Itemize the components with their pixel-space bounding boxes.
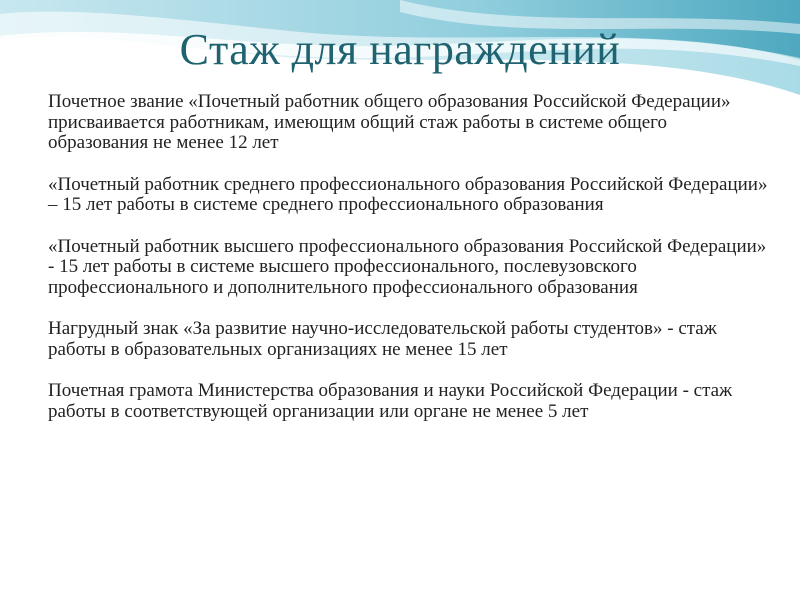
paragraph-higher-professional-education: «Почетный работник высшего профессионального образования Российской Федерации» - 15 лет работы в системе высшего профессионального, послевузовского профессионального и дополнительного профессионального образования [48, 235, 767, 298]
paragraph-student-research-badge: Нагрудный знак «За развитие научно-исследовательской работы студентов» - стаж работы в образовательных организациях не менее 15 лет [48, 318, 717, 360]
paragraph-ministry-certificate: Почетная грамота Министерства образования и науки Российской Федерации - стаж работы в соответствующей организации или органе не менее 5 лет [48, 380, 733, 422]
slide-body [48, 92, 768, 443]
paragraph-honorary-title-general-education: Почетное звание «Почетный работник общего образования Российской Федерации» присваивается работникам, имеющим общий стаж работы в системе общего образования не менее 12 лет [48, 91, 731, 153]
slide-title: Стаж для награждений [179, 25, 621, 74]
paragraph-secondary-professional-education: «Почетный работник среднего профессионального образования Российской Федерации» – 15 лет работы в системе среднего профессионального образования [48, 173, 768, 215]
